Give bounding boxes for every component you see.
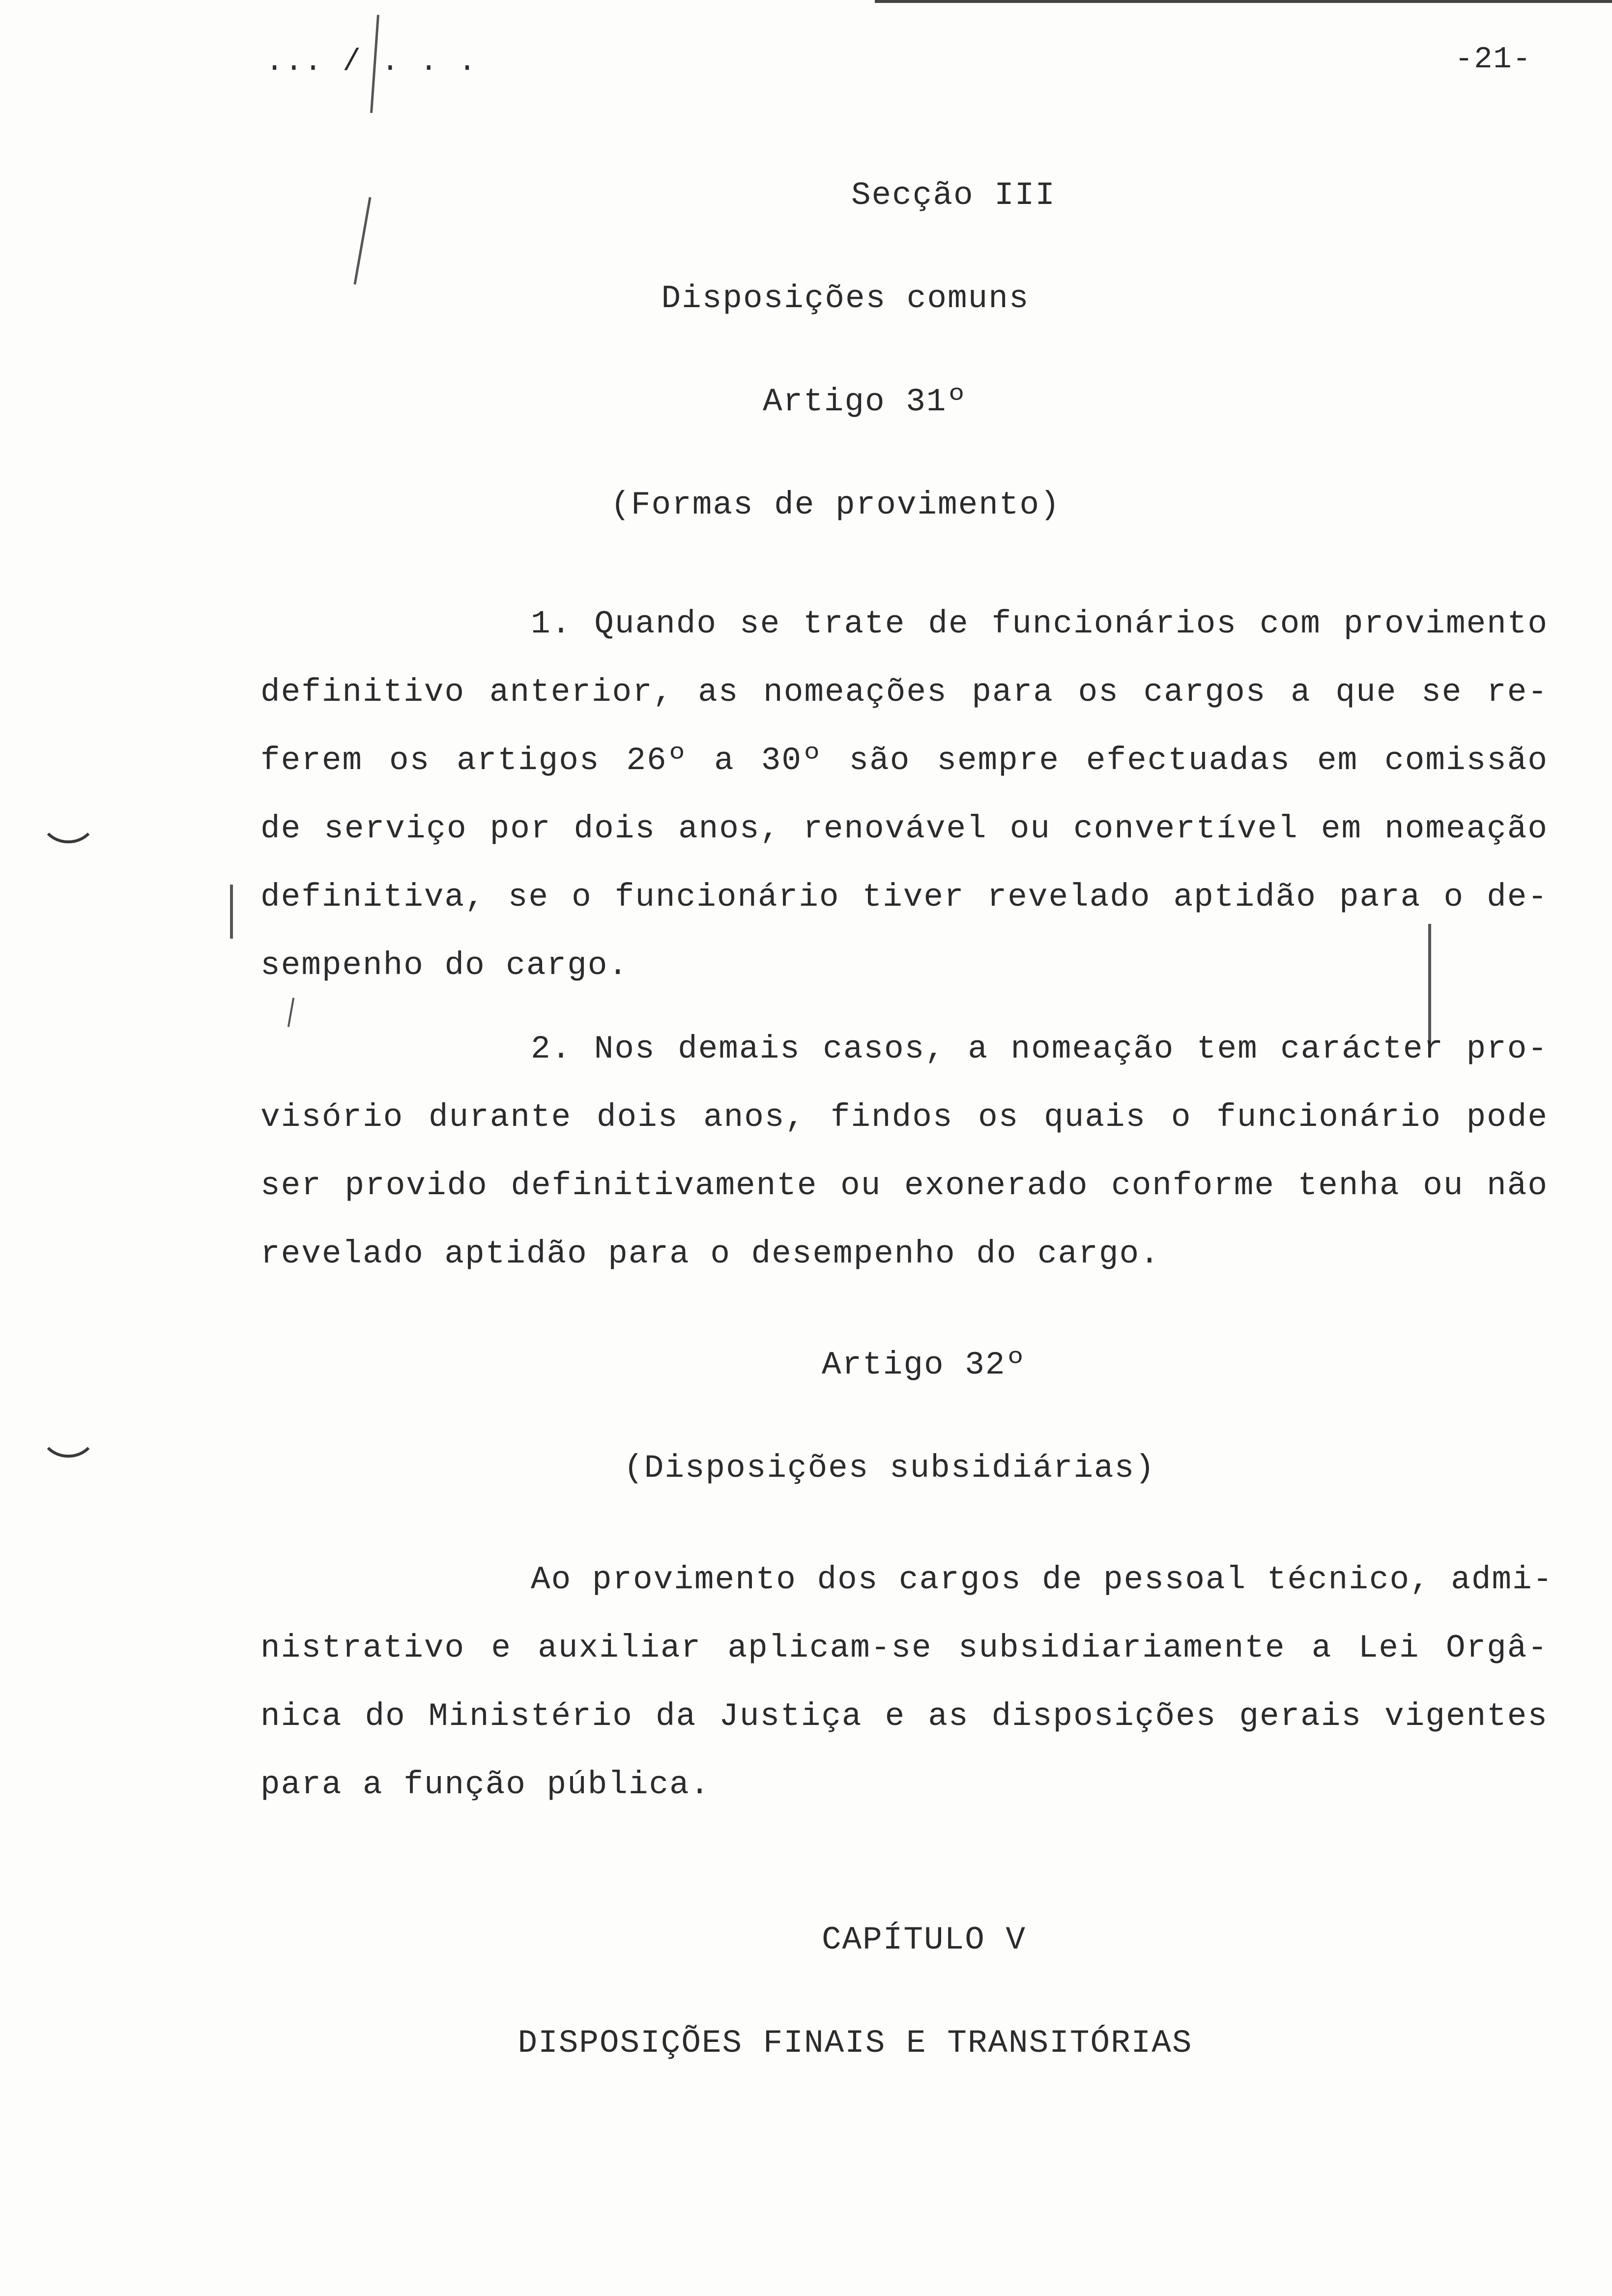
text-line: definitivo anterior, as nomeações para os cargos a que se re-: [260, 674, 1548, 711]
text-line: sempenho do cargo.: [260, 947, 629, 984]
text-line: ser provido definitivamente ou exonerado conforme tenha ou não: [260, 1167, 1548, 1204]
text-line: nica do Ministério da Justiça e as disposições gerais vigentes: [260, 1698, 1548, 1735]
binding-hole-mark: [38, 801, 98, 843]
article-32-paragraph: [260, 1546, 1554, 1819]
chapter-subtitle: DISPOSIÇÕES FINAIS E TRANSITÓRIAS: [518, 2025, 1193, 2062]
text-line: definitiva, se o funcionário tiver revelado aptidão para o de-: [260, 879, 1548, 916]
article-32-heading: Artigo 32º: [821, 1347, 1027, 1383]
text-line: 1. Quando se trate de funcionários com provimento: [531, 605, 1548, 642]
scan-edge-rule: [875, 0, 1612, 3]
text-line: visório durante dois anos, findos os quais o funcionário pode: [260, 1099, 1548, 1136]
section-subtitle: Disposições comuns: [661, 280, 1030, 317]
article-32-subheading: (Disposições subsidiárias): [624, 1450, 1155, 1487]
margin-bar: [230, 885, 233, 939]
text-line: revelado aptidão para o desempenho do cargo.: [260, 1235, 1160, 1272]
chapter-title: CAPÍTULO V: [821, 1922, 1027, 1958]
article-31-subheading: (Formas de provimento): [610, 487, 1061, 523]
text-line: de serviço por dois anos, renovável ou convertível em nomeação: [260, 810, 1548, 847]
article-31-heading: Artigo 31º: [762, 383, 968, 420]
page-number: -21-: [1455, 42, 1532, 77]
text-line: para a função pública.: [260, 1766, 711, 1803]
section-title: Secção III: [851, 177, 1056, 214]
text-line: ferem os artigos 26º a 30º são sempre efectuadas em comissão: [260, 742, 1548, 779]
text-line: 2. Nos demais casos, a nomeação tem carácter pro-: [531, 1031, 1548, 1067]
text-line: Ao provimento dos cargos de pessoal técnico, admi-: [531, 1561, 1554, 1598]
continuation-mark: ... / . . .: [265, 44, 478, 79]
article-31-paragraph-1: [260, 590, 1548, 1000]
article-31-paragraph-2: [260, 1015, 1548, 1288]
text-line: nistrativo e auxiliar aplicam-se subsidiariamente a Lei Orgâ-: [260, 1630, 1548, 1666]
